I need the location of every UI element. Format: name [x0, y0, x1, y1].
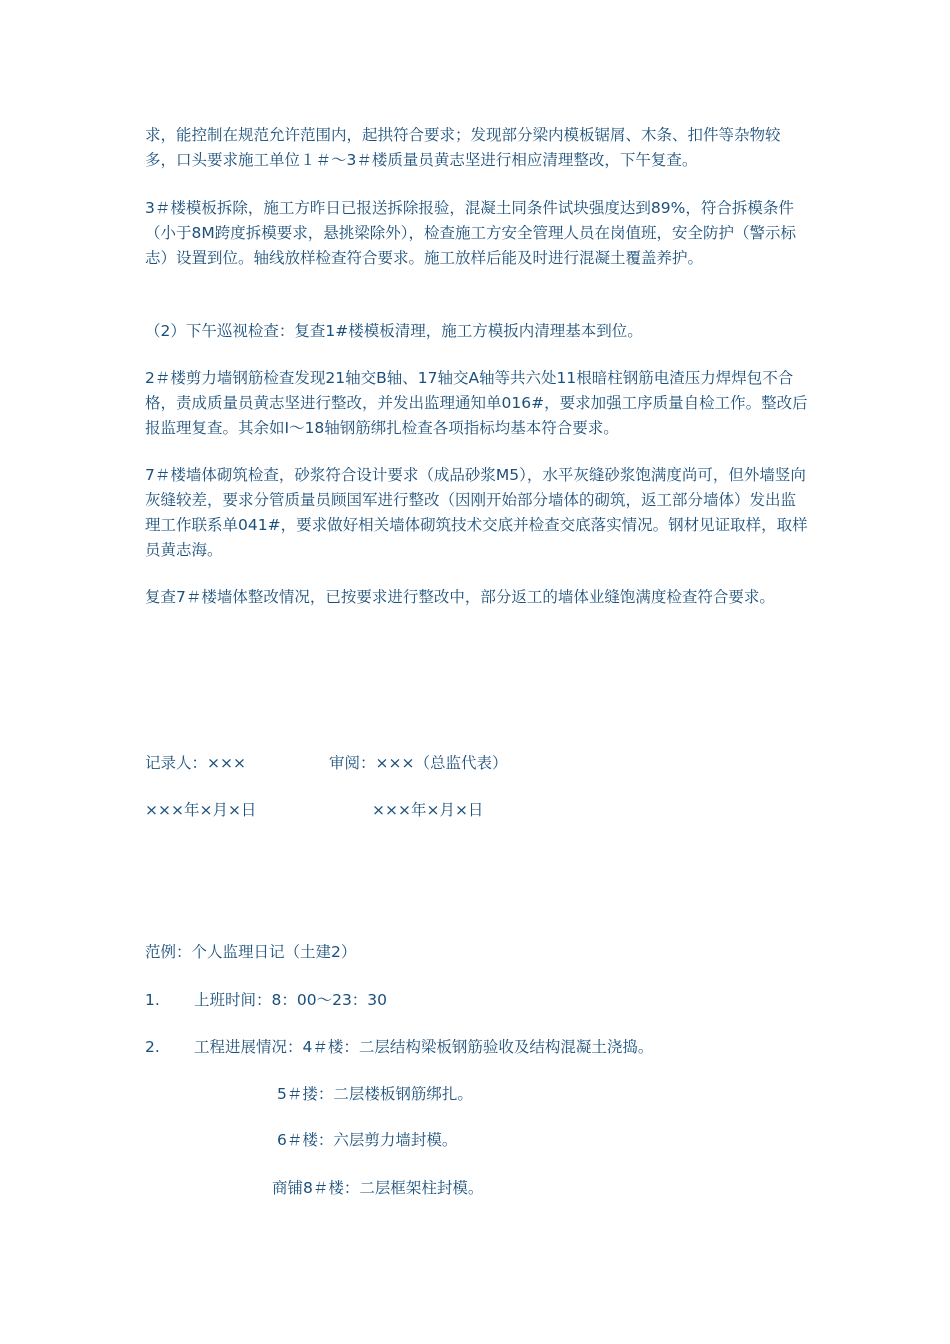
paragraph-5: 7＃楼墙体砌筑检查，砂浆符合设计要求（成品砂浆M5），水平灰缝砂浆饱满度尚可，但外墙竖向灰缝较差，要求分管质量员顾国军进行整改（因刚开始部分墙体的砌筑，返工部分墙体）发出监理工作联系单041#，要求做好相关墙体砌筑技术交底并检查交底落实情况。钢材见证取样，取样员黄志海。 — [145, 466, 808, 559]
date-left: ×××年×月×日 — [145, 801, 257, 819]
list-item-1-text: 上班时间：8：00～23：30 — [194, 991, 388, 1009]
list-item-2-number: 2. — [145, 1038, 160, 1056]
sub-item-building-5: 5＃搂：二层楼板钢筋绑扎。 — [277, 1085, 473, 1103]
list-item-2-text: 工程进展情况：4＃楼：二层结构梁板钢筋验收及结构混凝土浇捣。 — [194, 1038, 654, 1056]
reviewer-label: 审阅：×××（总监代表） — [329, 754, 508, 772]
example-title: 范例：个人监理日记（土建2） — [145, 943, 357, 961]
date-right: ×××年×月×日 — [372, 801, 484, 819]
paragraph-4: 2＃楼剪力墙钢筋检查发现21轴交B轴、17轴交A轴等共六处11根暗柱钢筋电渣压力焊焊包不合格，责成质量员黄志坚进行整改，并发出监理通知单016#，要求加强工序质量自检工作。整改后报监理复查。其余如Ⅰ～18轴钢筋绑扎检查各项指标均基本符合要求。 — [145, 369, 808, 437]
sub-item-shop-8: 商铺8＃楼：二层框架柱封模。 — [272, 1179, 484, 1197]
recorder-label: 记录人：××× — [145, 754, 246, 772]
list-item-1-number: 1. — [145, 991, 160, 1009]
sub-item-building-6: 6＃楼：六层剪力墙封模。 — [277, 1131, 458, 1149]
paragraph-1: 求，能控制在规范允许范围内，起拱符合要求；发现部分梁内模板锯屑、木条、扣件等杂物较多，口头要求施工单位１＃～3＃楼质量员黄志坚进行相应清理整改，下午复查。 — [145, 126, 781, 169]
paragraph-3: （2）下午巡视检查：复查1#楼模板清理，施工方模扳内清理基本到位。 — [145, 322, 643, 340]
paragraph-2: 3＃楼模板拆除，施工方昨日已报送拆除报验，混凝土同条件试块强度达到89%，符合拆模条件（小于8M跨度拆模要求，悬挑梁除外），检查施工方安全管理人员在岗值班，安全防护（警示标志）设置到位。轴线放样检查符合要求。施工放样后能及时进行混凝土覆盖养护。 — [145, 199, 796, 267]
paragraph-6: 复查7＃楼墙体整改情况，已按要求进行整改中，部分返工的墙体业缝饱满度检查符合要求。 — [145, 588, 775, 606]
